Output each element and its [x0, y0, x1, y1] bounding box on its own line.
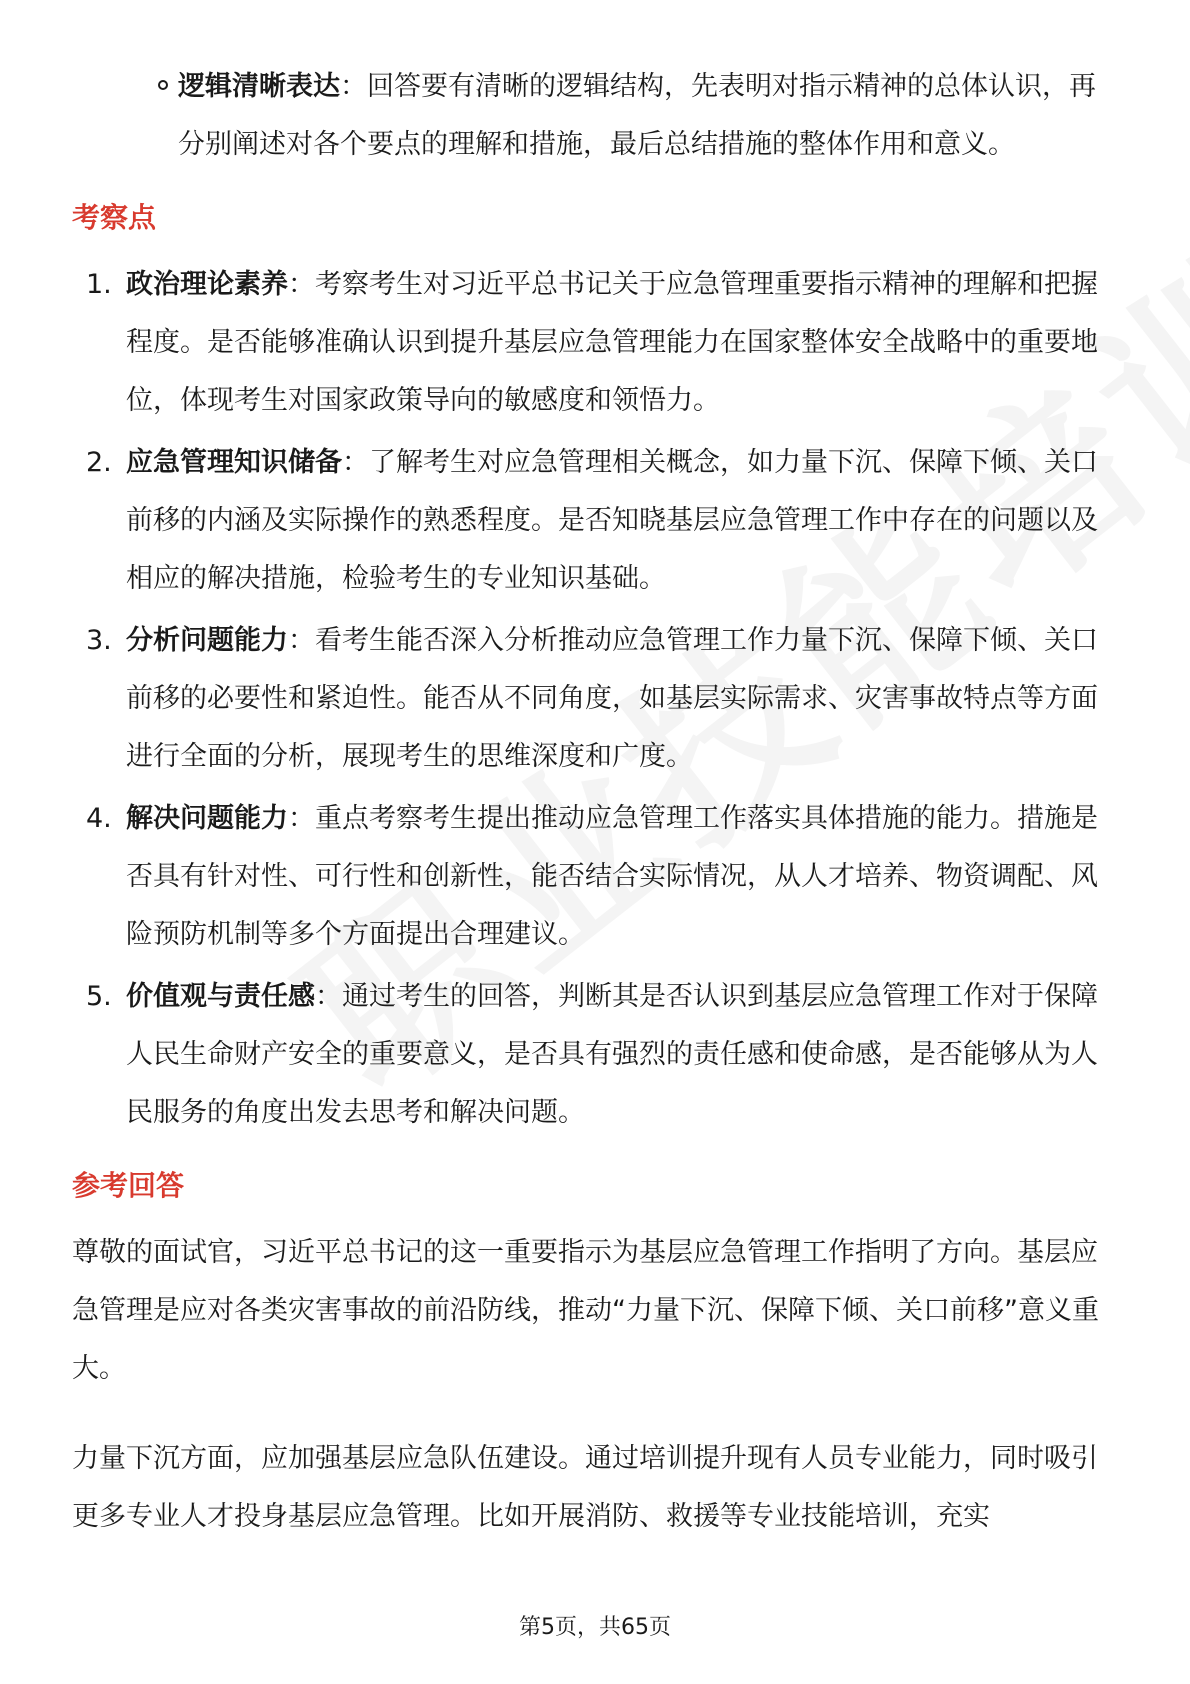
item-text: 重点考察考生提出推动应急管理工作落实具体措施的能力。措施是否具有针对性、可行性和创新性，能否结合实际情况，从人才培养、物资调配、风险预防机制等多个方面提出合理建议。 — [126, 803, 1098, 950]
list-item — [72, 968, 1118, 1142]
item-title: 解决问题能力 — [126, 803, 288, 834]
item-sep: ： — [315, 981, 342, 1012]
bullet-dot-icon — [158, 80, 168, 90]
item-number: 5. — [86, 981, 112, 1012]
answer-body — [72, 1224, 1118, 1546]
item-number: 1. — [86, 269, 112, 300]
item-text: 看考生能否深入分析推动应急管理工作力量下沉、保障下倾、关口前移的必要性和紧迫性。能否从不同角度，如基层实际需求、灾害事故特点等方面进行全面的分析，展现考生的思维深度和广度。 — [126, 625, 1098, 772]
item-title: 价值观与责任感 — [126, 981, 315, 1012]
item-text: 通过考生的回答，判断其是否认识到基层应急管理工作对于保障人民生命财产安全的重要意义，是否具有强烈的责任感和使命感，是否能够从为人民服务的角度出发去思考和解决问题。 — [126, 981, 1098, 1128]
item-sep: ： — [342, 447, 369, 478]
list-item — [72, 612, 1118, 786]
item-number: 4. — [86, 803, 112, 834]
item-title: 分析问题能力 — [126, 625, 288, 656]
points-list — [72, 256, 1118, 1142]
page-number: 第5页，共65页 — [519, 1615, 671, 1640]
bullet-text: 回答要有清晰的逻辑结构，先表明对指示精神的总体认识，再分别阐述对各个要点的理解和措施，最后总结措施的整体作用和意义。 — [178, 71, 1096, 160]
answer-paragraph-2: 力量下沉方面，应加强基层应急队伍建设。通过培训提升现有人员专业能力，同时吸引更多专业人才投身基层应急管理。比如开展消防、救援等专业技能培训，充实 — [72, 1443, 1098, 1532]
section-heading-answer: 参考回答 — [72, 1169, 185, 1202]
page-content — [72, 58, 1118, 1578]
item-number: 2. — [86, 447, 112, 478]
item-title: 应急管理知识储备 — [126, 447, 342, 478]
list-item — [72, 256, 1118, 430]
item-text: 了解考生对应急管理相关概念，如力量下沉、保障下倾、关口前移的内涵及实际操作的熟悉程度。是否知晓基层应急管理工作中存在的问题以及相应的解决措施，检验考生的专业知识基础。 — [126, 447, 1098, 594]
bullet-sep: ： — [340, 71, 367, 102]
item-text: 考察考生对习近平总书记关于应急管理重要指示精神的理解和把握程度。是否能够准确认识到提升基层应急管理能力在国家整体安全战略中的重要地位，体现考生对国家政策导向的敏感度和领悟力。 — [126, 269, 1098, 416]
item-sep: ： — [288, 625, 315, 656]
bullet-item-logic — [72, 58, 1118, 174]
item-sep: ： — [288, 269, 315, 300]
list-item — [72, 790, 1118, 964]
item-sep: ： — [288, 803, 315, 834]
list-item — [72, 434, 1118, 608]
answer-paragraph-1: 尊敬的面试官，习近平总书记的这一重要指示为基层应急管理工作指明了方向。基层应急管理是应对各类灾害事故的前沿防线，推动“力量下沉、保障下倾、关口前移”意义重大。 — [72, 1237, 1099, 1384]
item-title: 政治理论素养 — [126, 269, 288, 300]
bullet-title: 逻辑清晰表达 — [178, 71, 340, 102]
section-heading-points: 考察点 — [72, 201, 157, 234]
item-number: 3. — [86, 625, 112, 656]
